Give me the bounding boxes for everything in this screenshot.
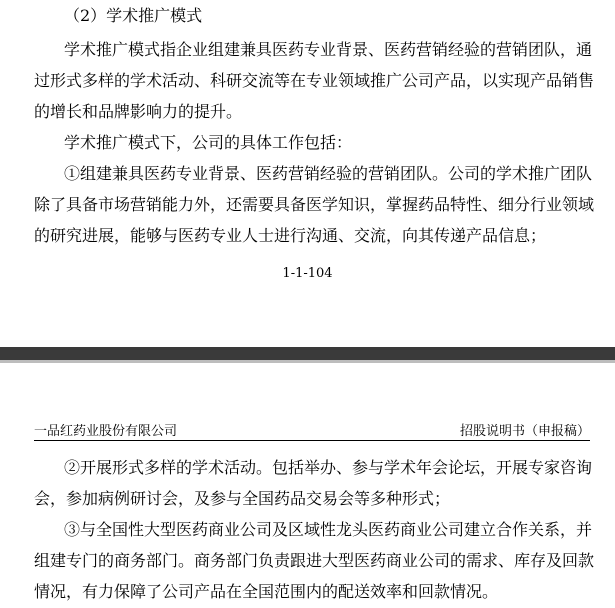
page-header [34, 418, 590, 441]
page-number: 1-1-104 [282, 266, 333, 281]
paragraph-line: 学术推广模式下，公司的具体工作包括： [64, 133, 353, 152]
paragraph-line: 会，参加病例研讨会，及参与全国药品交易会等多种形式； [34, 489, 451, 508]
header-company: 一品红药业股份有限公司 [34, 424, 178, 439]
paragraph-line: 过形式多样的学术活动、科研交流等在专业领域推广公司产品，以实现产品销售 [34, 71, 595, 90]
paragraph-line: ③与全国性大型医药商业公司及区域性龙头医药商业公司建立合作关系，并 [64, 520, 593, 539]
paragraph-line: 除了具备市场营销能力外，还需要具备医学知识，掌握药品特性、细分行业领域 [34, 195, 595, 214]
paragraph-line: 组建专门的商务部门。商务部门负责跟进大型医药商业公司的需求、库存及回款 [34, 551, 595, 570]
page-separator-shadow [0, 360, 615, 363]
page-separator [0, 347, 615, 360]
paragraph-line: ②开展形式多样的学术活动。包括举办、参与学术年会论坛，开展专家咨询 [64, 458, 593, 477]
section-heading: （2）学术推广模式 [64, 6, 203, 25]
paragraph-line: ①组建兼具医药专业背景、医药营销经验的营销团队。公司的学术推广团队 [64, 164, 593, 183]
paragraph-line: 的研究进展，能够与医药专业人士进行沟通、交流，向其传递产品信息； [34, 226, 547, 245]
paragraph-line: 情况，有力保障了公司产品在全国范围内的配送效率和回款情况。 [34, 582, 499, 601]
header-doc-title: 招股说明书（申报稿） [459, 424, 590, 439]
paragraph-line: 的增长和品牌影响力的提升。 [34, 102, 243, 121]
paragraph-line: 学术推广模式指企业组建兼具医药专业背景、医药营销经验的营销团队，通 [64, 40, 593, 59]
